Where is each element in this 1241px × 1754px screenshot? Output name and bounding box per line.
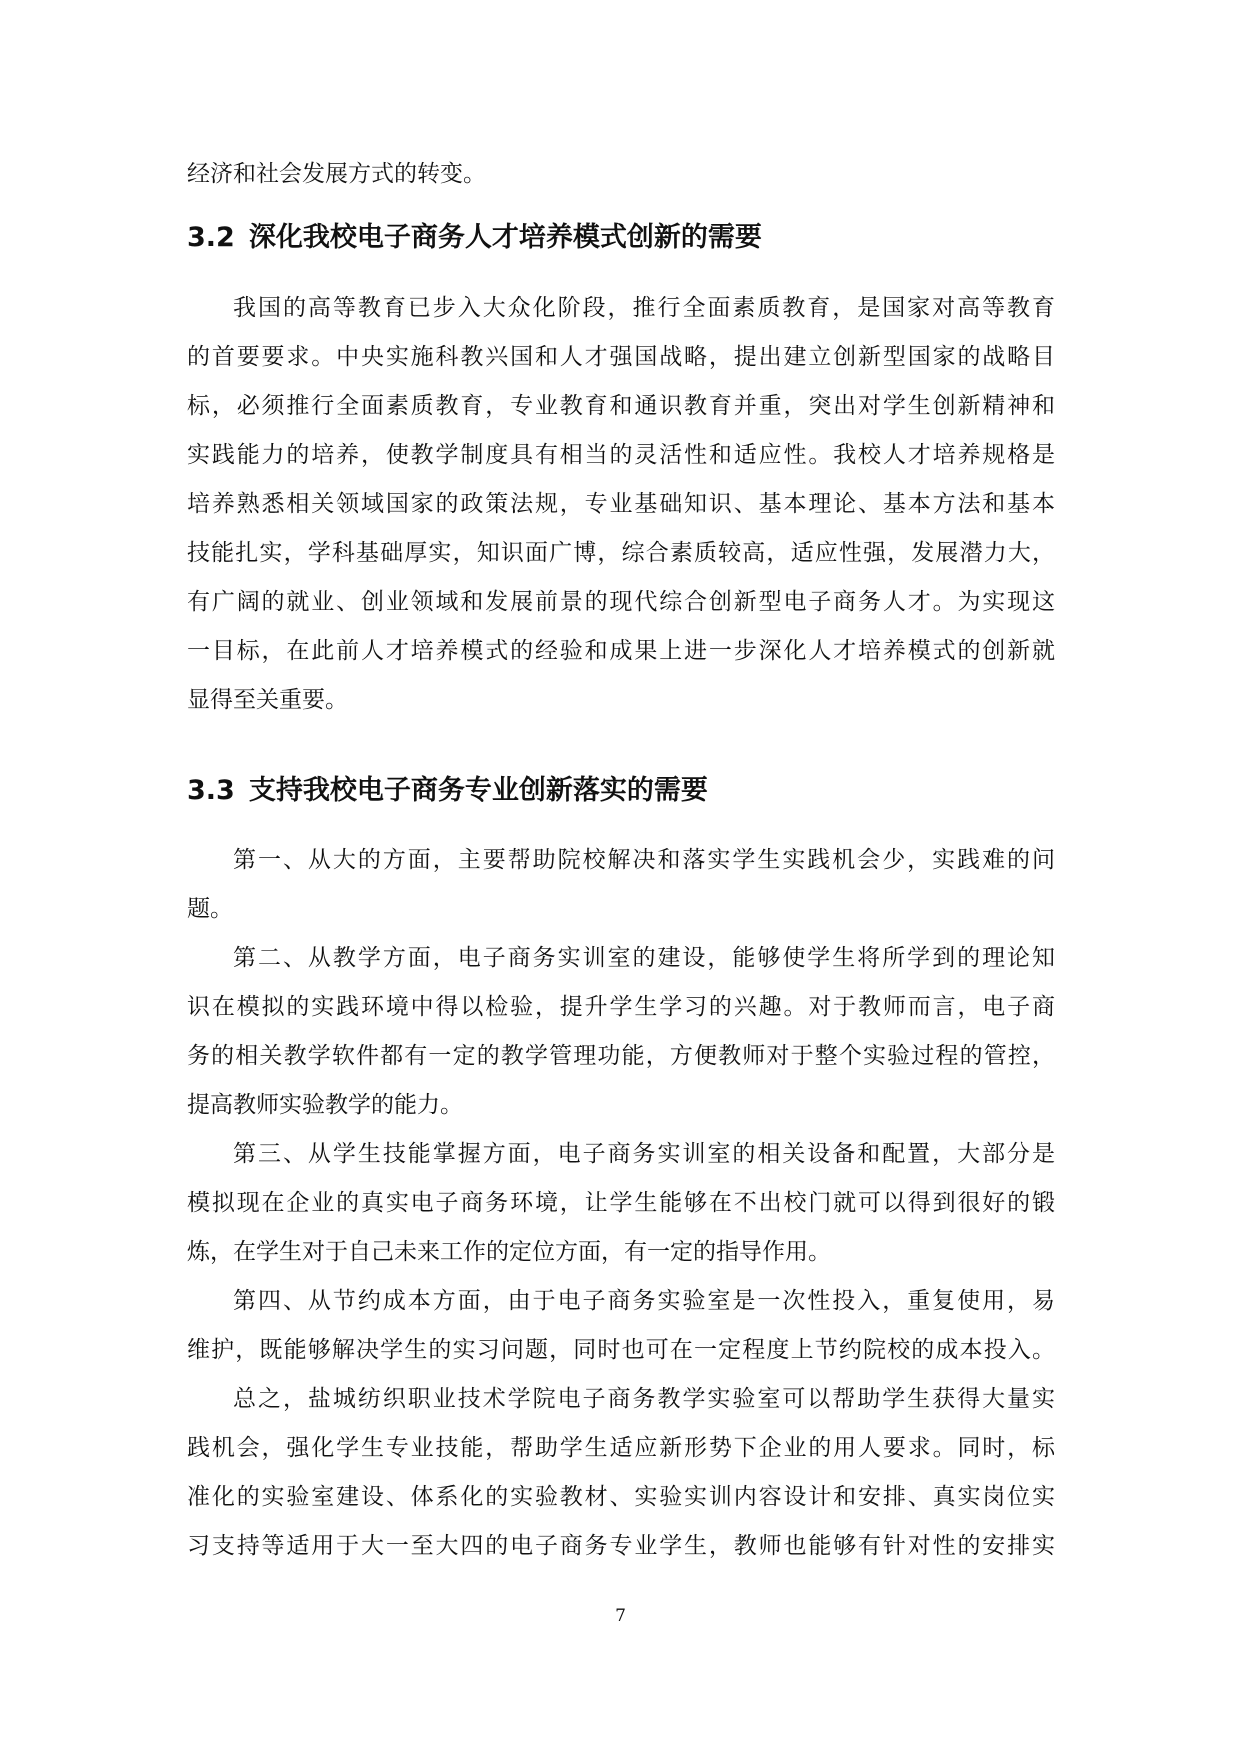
paragraph-second (187, 934, 1055, 1130)
section-3-2-paragraph (187, 284, 1055, 725)
paragraph-third (187, 1130, 1055, 1277)
paragraph-fourth (187, 1277, 1055, 1375)
paragraph-line: 实践能力的培养，使教学制度具有相当的灵活性和适应性。我校人才培养规格是 (187, 442, 1055, 468)
paragraph-line: 模拟现在企业的真实电子商务环境，让学生能够在不出校门就可以得到很好的锻 (187, 1190, 1055, 1216)
paragraph-line: 维护，既能够解决学生的实习问题，同时也可在一定程度上节约院校的成本投入。 (187, 1337, 1055, 1363)
paragraph-line: 题。 (187, 896, 233, 922)
paragraph-line: 经济和社会发展方式的转变。 (187, 161, 486, 187)
section-3-3-body (187, 836, 1055, 1571)
page-number: 7 (615, 1606, 626, 1626)
paragraph-line: 习支持等适用于大一至大四的电子商务专业学生，教师也能够有针对性的安排实 (187, 1533, 1055, 1559)
paragraph-first (187, 836, 1055, 934)
paragraph-line: 务的相关教学软件都有一定的教学管理功能，方便教师对于整个实验过程的管控， (187, 1043, 1055, 1069)
paragraph-line: 第一、从大的方面，主要帮助院校解决和落实学生实践机会少，实践难的问 (233, 847, 1055, 873)
section-heading-3-3 (187, 771, 708, 811)
section-number: 3.2 (187, 222, 235, 253)
section-title: 支持我校电子商务专业创新落实的需要 (248, 775, 708, 806)
paragraph-line: 一目标，在此前人才培养模式的经验和成果上进一步深化人才培养模式的创新就 (187, 638, 1055, 664)
paragraph-line: 标，必须推行全面素质教育，专业教育和通识教育并重，突出对学生创新精神和 (187, 393, 1055, 419)
paragraph-line: 识在模拟的实践环境中得以检验，提升学生学习的兴趣。对于教师而言，电子商 (187, 994, 1055, 1020)
paragraph-line: 我国的高等教育已步入大众化阶段，推行全面素质教育，是国家对高等教育 (233, 295, 1055, 321)
section-number: 3.3 (187, 775, 235, 806)
paragraph-line: 第二、从教学方面，电子商务实训室的建设，能够使学生将所学到的理论知 (233, 945, 1055, 971)
paragraph-line: 第四、从节约成本方面，由于电子商务实验室是一次性投入，重复使用，易 (233, 1288, 1055, 1314)
paragraph-line: 有广阔的就业、创业领域和发展前景的现代综合创新型电子商务人才。为实现这 (187, 589, 1055, 615)
paragraph-line: 总之，盐城纺织职业技术学院电子商务教学实验室可以帮助学生获得大量实 (233, 1386, 1055, 1412)
paragraph-line: 提高教师实验教学的能力。 (187, 1092, 463, 1118)
carryover-paragraph (187, 150, 1055, 199)
paragraph-line: 培养熟悉相关领域国家的政策法规，专业基础知识、基本理论、基本方法和基本 (187, 491, 1055, 517)
section-title: 深化我校电子商务人才培养模式创新的需要 (248, 222, 762, 253)
paragraph-line: 显得至关重要。 (187, 687, 348, 713)
paragraph-line: 第三、从学生技能掌握方面，电子商务实训室的相关设备和配置，大部分是 (233, 1141, 1055, 1167)
paragraph-line: 技能扎实，学科基础厚实，知识面广博，综合素质较高，适应性强，发展潜力大， (187, 540, 1055, 566)
section-heading-3-2 (187, 218, 762, 258)
paragraph-line: 践机会，强化学生专业技能，帮助学生适应新形势下企业的用人要求。同时，标 (187, 1435, 1055, 1461)
paragraph-line: 的首要要求。中央实施科教兴国和人才强国战略，提出建立创新型国家的战略目 (187, 344, 1055, 370)
paragraph-line: 准化的实验室建设、体系化的实验教材、实验实训内容设计和安排、真实岗位实 (187, 1484, 1055, 1510)
paragraph-summary (187, 1375, 1055, 1571)
paragraph-line: 炼，在学生对于自己未来工作的定位方面，有一定的指导作用。 (187, 1239, 831, 1265)
